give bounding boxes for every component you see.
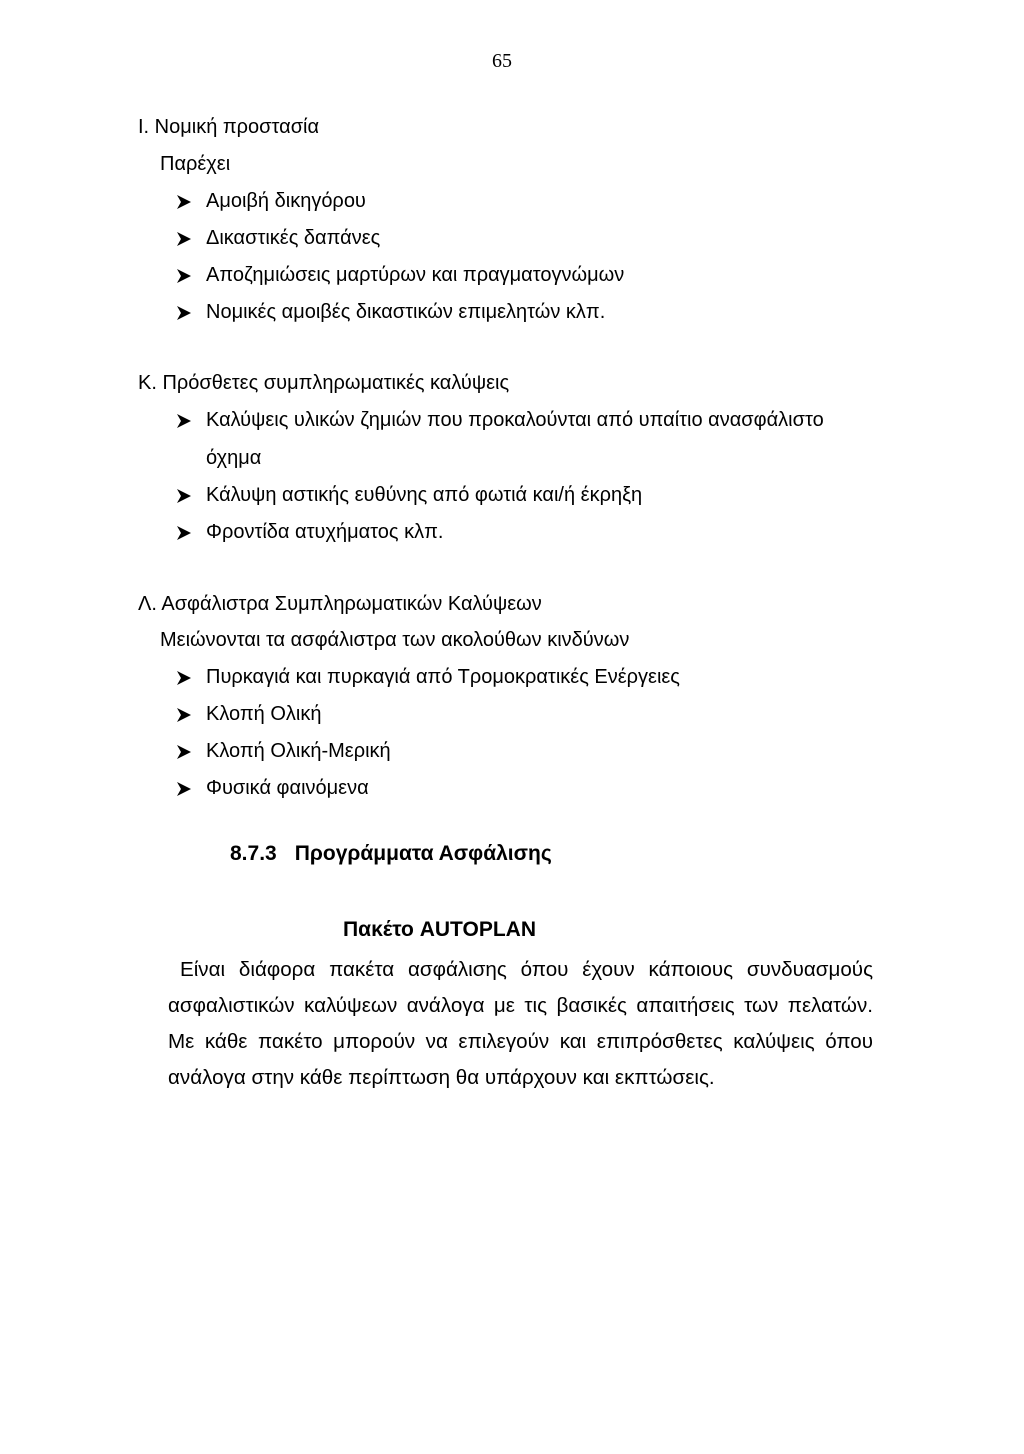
- arrow-bullet-icon: [177, 782, 191, 796]
- arrow-bullet-icon: [177, 745, 191, 759]
- arrow-bullet-icon: [177, 269, 191, 283]
- paragraph-line: ασφαλιστικών καλύψεων ανάλογα με τις βασικές απαιτήσεις των πελατών.: [168, 994, 873, 1017]
- section-8-7-3-title: [230, 842, 552, 866]
- arrow-bullet-icon: [177, 526, 191, 540]
- package-description: [168, 952, 873, 1096]
- arrow-bullet-icon: [177, 489, 191, 503]
- section-l-intro: Μειώνονται τα ασφάλιστρα των ακολούθων κινδύνων: [160, 629, 630, 651]
- paragraph-line: Με κάθε πακέτο μπορούν να επιλεγούν και επιπρόσθετες καλύψεις όπου: [168, 1030, 873, 1053]
- arrow-bullet-icon: [177, 232, 191, 246]
- section-i-heading: Ι. Νομική προστασία: [138, 116, 320, 138]
- page-number: 65: [492, 50, 512, 72]
- paragraph-line: Είναι διάφορα πακέτα ασφάλισης όπου έχουν κάποιους συνδυασμούς: [180, 958, 873, 981]
- arrow-bullet-icon: [177, 671, 191, 685]
- paragraph-line: ανάλογα στην κάθε περίπτωση θα υπάρχουν και εκπτώσεις.: [168, 1066, 715, 1089]
- section-l-heading: Λ. Ασφάλιστρα Συμπληρωματικών Καλύψεων: [138, 593, 542, 615]
- arrow-bullet-icon: [177, 708, 191, 722]
- section-number: 8.7.3: [230, 842, 277, 865]
- section-title-text: Προγράμματα Ασφάλισης: [294, 842, 552, 865]
- section-i-intro: Παρέχει: [160, 153, 231, 175]
- arrow-bullet-icon: [177, 195, 191, 209]
- section-k-heading: Κ. Πρόσθετες συμπληρωματικές καλύψεις: [138, 372, 510, 394]
- list-item-continuation: όχημα: [206, 447, 262, 469]
- arrow-bullet-icon: [177, 414, 191, 428]
- arrow-bullet-icon: [177, 306, 191, 320]
